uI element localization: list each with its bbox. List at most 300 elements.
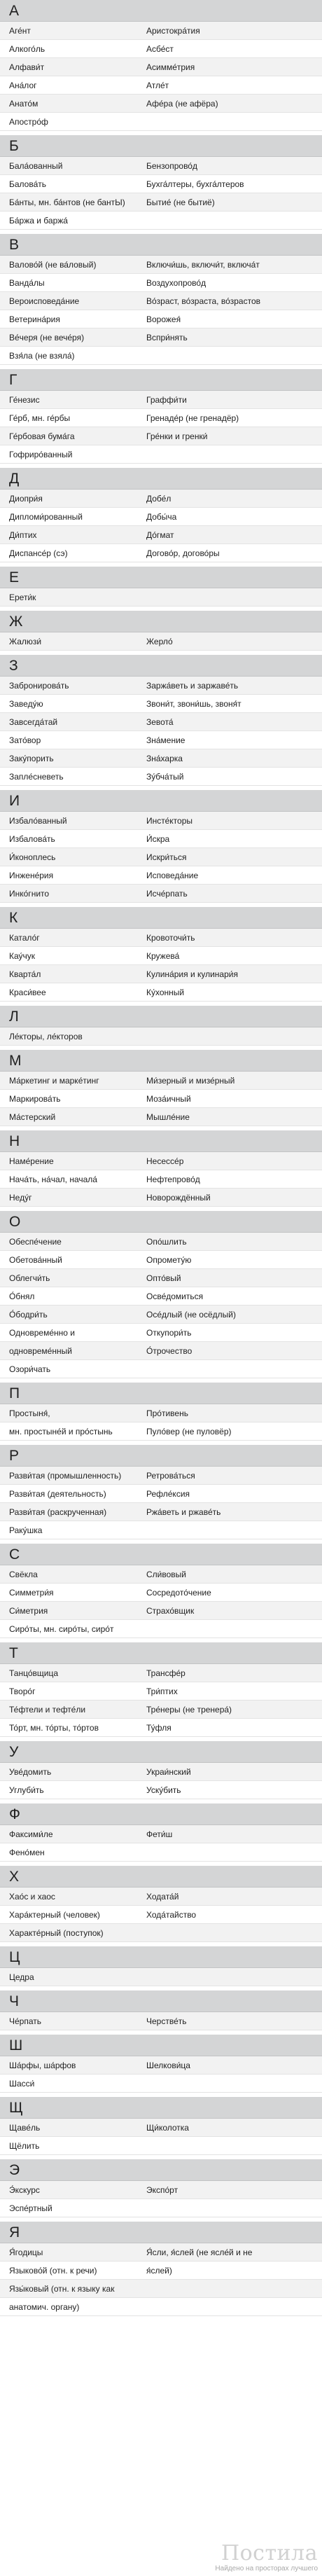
word-right — [146, 1968, 322, 1986]
section-letter-header: О — [0, 1211, 322, 1233]
word-right: Страхо́вщик — [146, 1606, 195, 1616]
word-right — [146, 1521, 322, 1539]
section-letter-header: Я — [0, 2222, 322, 2243]
word-left: Взя́ла (не взяла́) — [9, 351, 75, 361]
word-row — [0, 2298, 322, 2316]
word-row — [0, 1306, 322, 1324]
word-row — [0, 1324, 322, 1342]
word-row — [0, 1342, 322, 1360]
word-row — [0, 1763, 322, 1781]
word-right: Зна́мение — [146, 735, 186, 745]
section-letter-header: Д — [0, 468, 322, 490]
word-right: Тре́неры (не тренера́) — [146, 1705, 232, 1715]
word-right: Аристокра́тия — [146, 26, 200, 36]
word-right — [146, 2298, 322, 2315]
word-row — [0, 2262, 322, 2280]
word-row — [0, 1152, 322, 1170]
word-row — [0, 2181, 322, 2199]
word-rows — [0, 2181, 322, 2217]
section-letter-header: Л — [0, 1006, 322, 1027]
word-row — [0, 1233, 322, 1251]
letter-section — [0, 1050, 322, 1130]
word-left: Цедра — [9, 1972, 34, 1982]
word-left: Гофриро́ванный — [9, 450, 73, 459]
word-left: Запле́сневеть — [9, 772, 64, 782]
word-row — [0, 2056, 322, 2075]
word-row — [0, 885, 322, 903]
section-letter-header: Т — [0, 1642, 322, 1664]
word-right: Кружева́ — [146, 951, 180, 961]
word-rows — [0, 1565, 322, 1638]
word-right: Кулина́рия и кулинари́я — [146, 969, 238, 979]
word-row — [0, 929, 322, 947]
word-row — [0, 1503, 322, 1521]
word-right — [146, 1843, 322, 1861]
word-rows — [0, 632, 322, 651]
word-rows — [0, 157, 322, 230]
word-right: Украи́нский — [146, 1767, 191, 1777]
letter-section — [0, 1130, 322, 1211]
word-row — [0, 328, 322, 347]
section-letter-header: Н — [0, 1130, 322, 1152]
word-right: Во́зраст, во́зраста, во́зрастов — [146, 296, 261, 306]
word-right — [146, 445, 322, 463]
letter-section — [0, 0, 322, 135]
word-row — [0, 2243, 322, 2262]
word-left: Ванда́лы — [9, 278, 45, 288]
word-row — [0, 1602, 322, 1620]
word-rows — [0, 1888, 322, 1942]
word-rows — [0, 256, 322, 365]
word-row — [0, 1565, 322, 1584]
word-left: Балова́ть — [9, 179, 47, 189]
word-right — [146, 1924, 322, 1941]
word-right: Граффи́ти — [146, 395, 187, 405]
letter-section — [0, 1544, 322, 1642]
word-right — [146, 212, 322, 229]
word-rows — [0, 588, 322, 607]
word-left: Ге́незис — [9, 395, 40, 405]
word-right: Догово́р, догово́ры — [146, 548, 220, 558]
word-left: Заку́порить — [9, 754, 54, 763]
word-row — [0, 965, 322, 983]
word-left: Факсими́ле — [9, 1829, 53, 1839]
word-right: Гре́нки и гренки́ — [146, 431, 208, 441]
section-letter-header: К — [0, 907, 322, 929]
word-right: Я́сли, я́слей (не ясле́й и не — [146, 2248, 253, 2257]
letter-section — [0, 655, 322, 790]
word-right: Исче́рпать — [146, 889, 188, 899]
section-letter-header: Х — [0, 1866, 322, 1888]
word-row — [0, 749, 322, 768]
word-left: Алкого́ль — [9, 44, 46, 54]
word-left: Валово́й (не ва́ловый) — [9, 260, 97, 270]
word-right: Зевота́ — [146, 717, 174, 727]
letter-section — [0, 1006, 322, 1050]
word-row — [0, 983, 322, 1002]
word-left: То́рт, мн. то́рты, то́ртов — [9, 1723, 99, 1733]
word-row — [0, 490, 322, 508]
word-rows — [0, 22, 322, 131]
word-row — [0, 695, 322, 713]
word-left: Диопри́я — [9, 494, 43, 504]
word-right: Шелкови́ца — [146, 2061, 190, 2070]
letter-section — [0, 1741, 322, 1803]
word-row — [0, 157, 322, 175]
word-row — [0, 1825, 322, 1843]
letter-section — [0, 135, 322, 234]
word-right: Ту́фля — [146, 1723, 172, 1733]
word-left: О́бодри́ть — [9, 1310, 48, 1320]
letter-section — [0, 2035, 322, 2097]
word-right: Воздухопрово́д — [146, 278, 206, 288]
word-left: Аге́нт — [9, 26, 31, 36]
word-left: Че́рпать — [9, 2016, 42, 2026]
word-rows — [0, 1763, 322, 1799]
word-rows — [0, 1152, 322, 1207]
word-right: Бытие́ (не бытиё) — [146, 198, 215, 207]
letter-section — [0, 2159, 322, 2222]
word-left: О́бнял — [9, 1292, 35, 1301]
word-row — [0, 866, 322, 885]
word-left: одновреме́нный — [9, 1346, 72, 1356]
word-left: Забронирова́ть — [9, 681, 69, 691]
letter-section — [0, 1211, 322, 1383]
word-row — [0, 713, 322, 731]
word-left: Шасси́ — [9, 2079, 35, 2089]
word-right: Экспо́рт — [146, 2185, 178, 2195]
word-right: Атле́т — [146, 81, 169, 90]
word-row — [0, 2280, 322, 2298]
word-row — [0, 1251, 322, 1269]
word-right: Жерло́ — [146, 637, 173, 646]
word-right — [146, 2199, 322, 2217]
word-row — [0, 1719, 322, 1737]
word-row — [0, 2012, 322, 2030]
word-row — [0, 347, 322, 365]
word-rows — [0, 929, 322, 1002]
word-row — [0, 1664, 322, 1682]
section-letter-header: П — [0, 1383, 322, 1404]
section-letter-header: Ж — [0, 611, 322, 632]
word-row — [0, 445, 322, 464]
word-right: Черстве́ть — [146, 2016, 187, 2026]
word-right: Асимме́трия — [146, 62, 195, 72]
section-letter-header: Ш — [0, 2035, 322, 2056]
section-letter-header: Э — [0, 2159, 322, 2181]
word-rows — [0, 1664, 322, 1737]
word-right: Ми́зерный и мизе́рный — [146, 1076, 235, 1086]
word-left: Катало́г — [9, 933, 40, 943]
word-right: Зна́харка — [146, 754, 183, 763]
word-row — [0, 848, 322, 866]
word-row — [0, 22, 322, 40]
watermark-logo: Постила — [220, 2541, 318, 2565]
word-right: Трансфе́р — [146, 1668, 186, 1678]
word-row — [0, 1584, 322, 1602]
word-left: Углуби́ть — [9, 1785, 44, 1795]
word-row — [0, 113, 322, 131]
word-row — [0, 1287, 322, 1306]
section-letter-header: С — [0, 1544, 322, 1565]
word-row — [0, 1843, 322, 1862]
word-left: Кварта́л — [9, 969, 41, 979]
word-rows — [0, 1233, 322, 1378]
word-left: Щаве́ль — [9, 2123, 41, 2133]
word-row — [0, 588, 322, 607]
word-left: анатомич. органу) — [9, 2302, 80, 2312]
word-left: Ма́ркетинг и марке́тинг — [9, 1076, 99, 1086]
word-rows — [0, 1825, 322, 1862]
word-row — [0, 1422, 322, 1441]
word-rows — [0, 1027, 322, 1046]
word-row — [0, 1072, 322, 1090]
word-left: Те́фтели и тефте́ли — [9, 1705, 86, 1715]
word-left: Облегчи́ть — [9, 1273, 50, 1283]
word-left: Щёлить — [9, 2141, 40, 2151]
watermark-caption: Найдено на просторах лучшего — [215, 2565, 318, 2572]
word-right: Асбе́ст — [146, 44, 174, 54]
word-right: Несессе́р — [146, 1156, 184, 1166]
word-left: Хао́с и хаос — [9, 1892, 55, 1902]
word-right: Включи́шь, включи́т, включа́т — [146, 260, 260, 270]
word-left: Маркирова́ть — [9, 1094, 61, 1104]
word-left: мн. простыне́й и про́стынь — [9, 1427, 113, 1436]
word-left: Хара́ктерный (человек) — [9, 1910, 100, 1920]
word-right: Сли́вовый — [146, 1570, 186, 1579]
word-right: Осе́длый (не осёдлый) — [146, 1310, 236, 1320]
word-left: Фено́мен — [9, 1848, 45, 1857]
word-right: Бухга́лтеры, бухга́лтеров — [146, 179, 244, 189]
word-right: Ходата́й — [146, 1892, 179, 1902]
section-letter-header: Б — [0, 135, 322, 157]
word-left: Алфави́т — [9, 62, 45, 72]
word-left: Танцо́вщица — [9, 1668, 59, 1678]
word-left: Нача́ть, на́чал, начала́ — [9, 1175, 97, 1184]
word-right: О́трочество — [146, 1346, 192, 1356]
word-right: Щи́колотка — [146, 2123, 189, 2133]
word-right: Добы́ча — [146, 512, 177, 522]
word-left: Простыня́, — [9, 1408, 50, 1418]
word-left: Ма́стерский — [9, 1112, 56, 1122]
word-left: Ле́кторы, ле́кторов — [9, 1032, 83, 1041]
word-row — [0, 2075, 322, 2093]
section-letter-header: Щ — [0, 2097, 322, 2119]
word-row — [0, 1682, 322, 1701]
word-row — [0, 1360, 322, 1378]
word-left: Я́годицы — [9, 2248, 43, 2257]
word-row — [0, 1781, 322, 1799]
word-right: Опо́шлить — [146, 1237, 187, 1247]
word-right: Фети́ш — [146, 1829, 173, 1839]
letter-section — [0, 468, 322, 567]
word-left: Ша́рфы, ша́рфов — [9, 2061, 76, 2070]
word-right — [146, 347, 322, 364]
word-right: Ворожея́ — [146, 314, 181, 324]
word-left: Неду́г — [9, 1193, 32, 1203]
word-left: Ба́ржа и баржа́ — [9, 216, 68, 226]
word-row — [0, 1521, 322, 1539]
word-left: Кау́чук — [9, 951, 36, 961]
word-left: Языково́й (отн. к речи) — [9, 2266, 97, 2276]
word-right: Искри́ться — [146, 852, 187, 862]
letter-section — [0, 907, 322, 1006]
word-left: Избало́ванный — [9, 816, 67, 826]
word-right: Исповеда́ние — [146, 871, 199, 880]
word-right: Сосредото́чение — [146, 1588, 211, 1598]
word-left: Бала́ованный — [9, 161, 63, 171]
word-left: Разви́тая (раскрученная) — [9, 1507, 107, 1517]
word-right: Инсте́кторы — [146, 816, 193, 826]
word-right: Новорождённый — [146, 1193, 211, 1203]
word-left: Разви́тая (промышленность) — [9, 1471, 122, 1481]
word-left: Э́кскурс — [9, 2185, 40, 2195]
letter-section — [0, 1946, 322, 1990]
word-right: Хода́тайство — [146, 1910, 197, 1920]
word-left: Озори́чать — [9, 1364, 51, 1374]
word-row — [0, 2199, 322, 2217]
word-left: Свёкла — [9, 1570, 38, 1579]
word-row — [0, 1620, 322, 1638]
word-left: Ди́птих — [9, 530, 37, 540]
word-left: Зато́вор — [9, 735, 41, 745]
word-row — [0, 193, 322, 212]
word-rows — [0, 490, 322, 562]
word-row — [0, 508, 322, 526]
word-left: Разви́тая (деятельность) — [9, 1489, 106, 1499]
letter-section — [0, 1866, 322, 1946]
word-left: Дипломи́рованный — [9, 512, 83, 522]
word-row — [0, 175, 322, 193]
word-right: Опто́вый — [146, 1273, 181, 1283]
word-right: Три́птих — [146, 1687, 178, 1696]
word-row — [0, 212, 322, 230]
word-left: Симметри́я — [9, 1588, 54, 1598]
word-row — [0, 947, 322, 965]
word-row — [0, 1701, 322, 1719]
word-left: Ге́рб, мн. ге́рбы — [9, 413, 71, 423]
word-row — [0, 1090, 322, 1108]
word-right — [146, 2075, 322, 2092]
word-row — [0, 292, 322, 310]
letter-section — [0, 1445, 322, 1544]
section-letter-header: И — [0, 790, 322, 812]
word-right: Заржа́веть и заржаве́ть — [146, 681, 239, 691]
word-right: До́гмат — [146, 530, 174, 540]
word-left: Сиро́ты, мн. сиро́ты, сиро́т — [9, 1624, 114, 1634]
word-right — [146, 1620, 322, 1637]
word-left: Ерети́к — [9, 593, 36, 602]
word-right — [146, 588, 322, 606]
word-right: Зу́бча́тый — [146, 772, 184, 782]
word-right: Звони́т, звони́шь, звоня́т — [146, 699, 241, 709]
word-left: Эспе́ртный — [9, 2203, 52, 2213]
word-row — [0, 58, 322, 76]
section-letter-header: М — [0, 1050, 322, 1072]
word-row — [0, 274, 322, 292]
letter-section — [0, 1803, 322, 1866]
section-gap — [0, 2316, 322, 2320]
word-row — [0, 2137, 322, 2155]
word-left: Вероисповеда́ние — [9, 296, 80, 306]
word-row — [0, 1170, 322, 1189]
word-left: Си́метрия — [9, 1606, 48, 1616]
word-row — [0, 677, 322, 695]
word-right: Откупори́ть — [146, 1328, 192, 1338]
word-row — [0, 731, 322, 749]
section-letter-header: Ф — [0, 1803, 322, 1825]
word-left: Одновреме́нно и — [9, 1328, 75, 1338]
word-row — [0, 40, 322, 58]
letter-section — [0, 567, 322, 611]
word-row — [0, 95, 322, 113]
letter-section — [0, 1642, 322, 1741]
word-row — [0, 830, 322, 848]
word-left: Инко́гнито — [9, 889, 50, 899]
word-right: Бензопрово́д — [146, 161, 197, 171]
word-row — [0, 76, 322, 95]
section-letter-header: Р — [0, 1445, 322, 1467]
word-right: Моза́ичный — [146, 1094, 191, 1104]
word-left: И́коноплесь — [9, 852, 56, 862]
letter-section — [0, 369, 322, 468]
word-row — [0, 1027, 322, 1046]
word-right: Осве́домиться — [146, 1292, 204, 1301]
word-right: Нефтепрово́д — [146, 1175, 200, 1184]
word-right: Гренаде́р (не гренадёр) — [146, 413, 239, 423]
section-letter-header: Ч — [0, 1990, 322, 2012]
word-right — [146, 2280, 322, 2297]
word-rows — [0, 2056, 322, 2093]
word-row — [0, 409, 322, 427]
word-row — [0, 812, 322, 830]
letter-section — [0, 1990, 322, 2035]
section-letter-header: Е — [0, 567, 322, 588]
word-left: Ге́рбовая бума́га — [9, 431, 75, 441]
word-row — [0, 526, 322, 544]
word-row — [0, 1269, 322, 1287]
section-letter-header: Г — [0, 369, 322, 391]
word-left: Ветерина́рия — [9, 314, 60, 324]
letter-section — [0, 611, 322, 655]
letter-section — [0, 234, 322, 369]
word-right: Ржа́веть и ржаве́ть — [146, 1507, 221, 1517]
word-row — [0, 544, 322, 562]
word-row — [0, 427, 322, 445]
word-row — [0, 1906, 322, 1924]
word-right: Ретрова́ться — [146, 1471, 195, 1481]
word-left: Раку́шка — [9, 1525, 43, 1535]
word-left: Обетова́нный — [9, 1255, 62, 1265]
word-row — [0, 1189, 322, 1207]
word-row — [0, 256, 322, 274]
letter-section — [0, 790, 322, 907]
word-right: Пуло́вер (не пуловёр) — [146, 1427, 232, 1436]
word-row — [0, 1924, 322, 1942]
word-rows — [0, 2012, 322, 2030]
word-left: Ве́черя (не вече́ря) — [9, 333, 85, 342]
word-left: Заведу́ю — [9, 699, 43, 709]
word-row — [0, 1888, 322, 1906]
word-right: Опромету́ю — [146, 1255, 192, 1265]
section-letter-header: У — [0, 1741, 322, 1763]
word-right — [146, 1027, 322, 1045]
word-rows — [0, 2243, 322, 2316]
word-right: Добе́л — [146, 494, 172, 504]
word-row — [0, 1467, 322, 1485]
word-left: Обеспе́чение — [9, 1237, 62, 1247]
word-left: Ба́нты, мн. ба́нтов (не бантЫ) — [9, 198, 125, 207]
